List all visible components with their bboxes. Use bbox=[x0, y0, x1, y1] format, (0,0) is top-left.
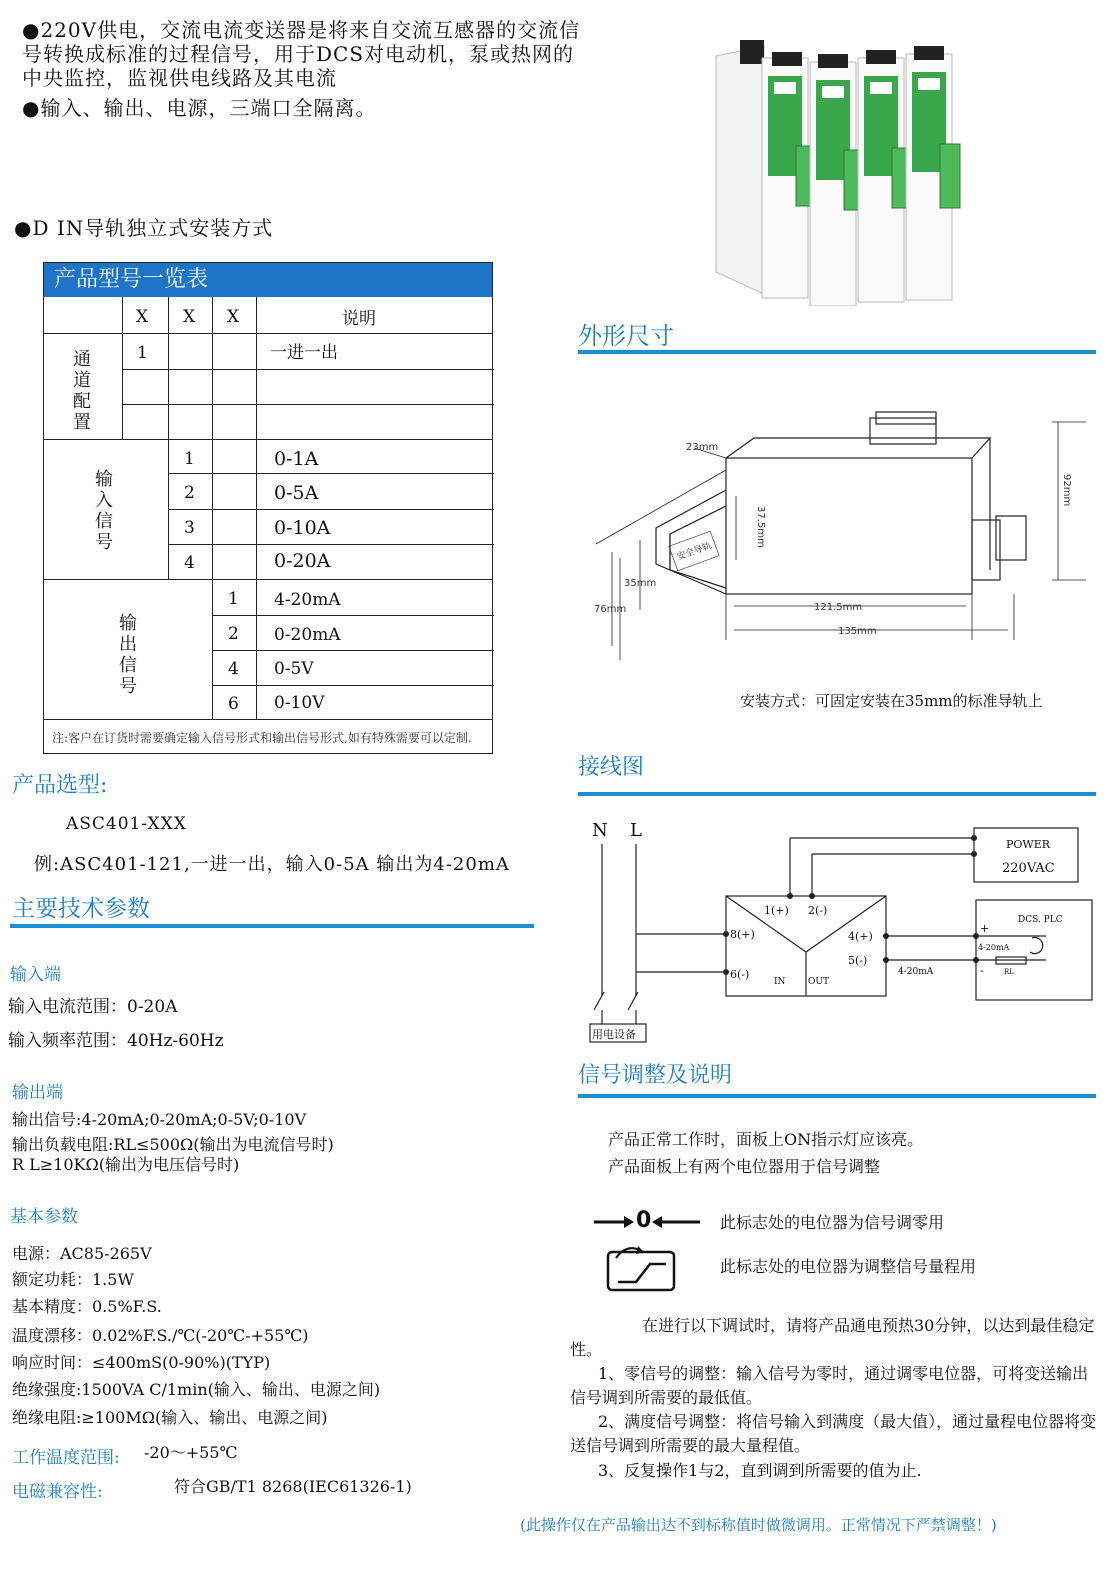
input-section-heading: 输入端 bbox=[10, 965, 61, 985]
spec-input-range: 输入电流范围：0-20A bbox=[8, 997, 178, 1017]
dim-92: 92mm bbox=[1061, 474, 1072, 507]
output-code-3: 4 bbox=[228, 659, 239, 679]
input-desc-2: 0-5A bbox=[274, 482, 319, 504]
terminal-8: 8(+) bbox=[730, 928, 755, 941]
device-label: 用电设备 bbox=[592, 1028, 636, 1041]
terminal-1: 1(+) bbox=[764, 904, 789, 917]
table-header-x1: X bbox=[136, 307, 149, 327]
intro-paragraph-3: ●D IN导轨独立式安装方式 bbox=[14, 216, 274, 240]
temp-range-value: -20～+55℃ bbox=[144, 1443, 238, 1462]
model-table-title: 产品型号一览表 bbox=[44, 263, 492, 297]
adjust-paragraph-2: 1、零信号的调整：输入信号为零时，通过调零电位器，可将变送输出信号调到所需要的最低值。 bbox=[570, 1364, 1089, 1407]
wiring-heading: 接线图 bbox=[578, 755, 645, 780]
output-code-2: 2 bbox=[228, 624, 239, 644]
transmitter-module-2 bbox=[810, 54, 862, 306]
channel-code: 1 bbox=[137, 343, 148, 363]
product-photo bbox=[712, 36, 980, 306]
power-value: 220VAC bbox=[1002, 861, 1055, 876]
adjust-paragraph-1: 在进行以下调试时，请将产品通电预热30分钟，以达到最佳稳定性。 bbox=[570, 1316, 1095, 1359]
input-desc-3: 0-10A bbox=[274, 517, 331, 539]
dim-35: 35mm bbox=[624, 578, 657, 589]
top-terminal bbox=[870, 418, 936, 444]
specs-rule bbox=[10, 924, 534, 928]
input-code-2: 2 bbox=[184, 483, 195, 503]
adjust-paragraph-3: 2、满度信号调整：将信号输入到满度（最大值），通过量程电位器将变送信号调到所需要的最大量程值。 bbox=[570, 1412, 1097, 1455]
output-label: 输 出 信 号 bbox=[119, 613, 137, 697]
adjust-line-2: 产品面板上有两个电位器用于信号调整 bbox=[608, 1157, 881, 1176]
dimensions-heading: 外形尺寸 bbox=[578, 322, 674, 350]
dim-23: 23mm bbox=[686, 442, 719, 453]
zero-desc: 此标志处的电位器为信号调零用 bbox=[720, 1213, 945, 1232]
dcs-label: DCS. PLC bbox=[1018, 915, 1063, 925]
dim-121-5: 121.5mm bbox=[814, 602, 863, 613]
output-code-4: 6 bbox=[228, 694, 239, 714]
adjust-line-1: 产品正常工作时，面板上ON指示灯应该亮。 bbox=[608, 1130, 924, 1149]
spec-rated-power: 额定功耗：1.5W bbox=[12, 1270, 134, 1289]
spec-temp-drift: 温度漂移：0.02%F.S./℃(-20℃-+55℃) bbox=[12, 1326, 309, 1345]
spec-insulation-strength: 绝缘强度:1500VA C/1min(输入、输出、电源之间) bbox=[12, 1380, 381, 1399]
mounting-caption: 安装方式：可固定安装在35mm的标准导轨上 bbox=[740, 692, 1043, 710]
terminal-6: 6(-) bbox=[730, 968, 750, 981]
transmitter-module-1 bbox=[716, 40, 814, 298]
input-code-1: 1 bbox=[184, 449, 195, 469]
output-desc-4: 0-10V bbox=[274, 693, 325, 713]
wiring-diagram bbox=[580, 814, 1100, 1050]
channel-desc: 一进一出 bbox=[270, 343, 338, 363]
selection-heading: 产品选型: bbox=[12, 773, 108, 798]
emc-value: 符合GB/T1 8268(IEC61326-1) bbox=[174, 1477, 412, 1496]
wiring-rule bbox=[578, 792, 1096, 796]
span-adjust-icon bbox=[604, 1244, 678, 1292]
rl-label: RL bbox=[1004, 968, 1014, 976]
intro-text bbox=[22, 18, 582, 120]
adjust-rule bbox=[578, 1094, 1096, 1098]
input-code-3: 3 bbox=[184, 518, 195, 538]
out-label: OUT bbox=[808, 977, 829, 987]
spec-output-load-voltage: R L≥10KΩ(输出为电压信号时) bbox=[12, 1155, 240, 1174]
specs-heading: 主要技术参数 bbox=[12, 896, 150, 922]
intro-paragraph-2: ●输入、输出、电源，三端口全隔离。 bbox=[22, 96, 377, 120]
spec-response-time: 响应时间：≤400mS(0-90%)(TYP) bbox=[12, 1353, 271, 1372]
zero-symbol-text: 0 bbox=[636, 1208, 652, 1233]
span-desc: 此标志处的电位器为调整信号量程用 bbox=[720, 1257, 977, 1276]
spec-accuracy: 基本精度：0.5%F.S. bbox=[12, 1297, 162, 1316]
table-header-desc: 说明 bbox=[342, 309, 376, 329]
terminal-2: 2(-) bbox=[808, 904, 828, 917]
input-desc-1: 0-1A bbox=[274, 448, 319, 470]
table-header-x2: X bbox=[183, 307, 196, 327]
terminal-5: 5(-) bbox=[848, 954, 868, 967]
spec-output-load-current: 输出负载电阻:RL≤500Ω(输出为电流信号时) bbox=[12, 1135, 334, 1154]
dcs-plus: + bbox=[980, 922, 990, 935]
neutral-label: N bbox=[592, 820, 608, 841]
input-label: 输 入 信 号 bbox=[95, 469, 113, 553]
table-note: 注:客户在订货时需要确定输入信号形式和输出信号形式,如有特殊需要可以定制. bbox=[52, 731, 472, 745]
power-title: POWER bbox=[1006, 838, 1051, 851]
dim-37-5: 37.5mm bbox=[755, 506, 766, 548]
input-code-4: 4 bbox=[184, 553, 195, 573]
output-desc-1: 4-20mA bbox=[274, 590, 341, 610]
in-label: IN bbox=[774, 977, 786, 987]
adjust-heading: 信号调整及说明 bbox=[578, 1063, 733, 1088]
channel-label: 通 道 配 置 bbox=[73, 349, 91, 433]
dimension-drawing bbox=[586, 410, 1096, 680]
dcs-loop-label: 4-20mA bbox=[978, 943, 1010, 952]
temp-range-label: 工作温度范围: bbox=[12, 1448, 120, 1468]
rail-label: 安全导轨 bbox=[675, 541, 713, 563]
selection-model: ASC401-XXX bbox=[66, 814, 187, 834]
emc-label: 电磁兼容性: bbox=[12, 1482, 103, 1502]
spec-output-signal: 输出信号:4-20mA;0-20mA;0-5V;0-10V bbox=[12, 1110, 307, 1129]
spec-input-frequency: 输入频率范围：40Hz-60Hz bbox=[8, 1031, 224, 1051]
adjust-paragraph-4: 3、反复操作1与2，直到调到所需要的值为止. bbox=[598, 1461, 922, 1480]
adjust-warning: (此操作仅在产品输出达不到标称值时做微调用。正常情况下严禁调整！) bbox=[520, 1516, 997, 1534]
output-desc-2: 0-20mA bbox=[274, 625, 341, 645]
output-section-heading: 输出端 bbox=[12, 1083, 63, 1103]
spec-insulation-resistance: 绝缘电阻:≥100MΩ(输入、输出、电源之间) bbox=[12, 1408, 328, 1427]
transmitter-module-3 bbox=[858, 50, 910, 302]
spec-power: 电源：AC85-265V bbox=[12, 1244, 152, 1263]
output-code-1: 1 bbox=[228, 589, 239, 609]
terminal-4: 4(+) bbox=[848, 930, 873, 943]
selection-example: 例:ASC401-121,一进一出，输入0-5A 输出为4-20mA bbox=[34, 854, 510, 875]
output-signal-label: 4-20mA bbox=[898, 967, 934, 977]
output-desc-3: 0-5V bbox=[274, 659, 314, 679]
basic-section-heading: 基本参数 bbox=[10, 1207, 78, 1227]
dim-135: 135mm bbox=[838, 626, 877, 637]
zero-symbol bbox=[592, 1208, 704, 1236]
dcs-minus: - bbox=[980, 964, 984, 977]
model-table bbox=[43, 262, 493, 754]
table-header-x3: X bbox=[227, 307, 240, 327]
dim-76: 76mm bbox=[594, 604, 627, 615]
input-desc-4: 0-20A bbox=[274, 550, 331, 572]
live-label: L bbox=[630, 820, 642, 841]
intro-paragraph-1: ●220V供电，交流电流变送器是将来自交流互感器的交流信号转换成标准的过程信号，用于DCS对电动机，泵或热网的中央监控，监视供电线路及其电流 bbox=[22, 18, 581, 90]
dimensions-rule bbox=[578, 350, 1096, 354]
transmitter-module-4 bbox=[906, 46, 960, 300]
